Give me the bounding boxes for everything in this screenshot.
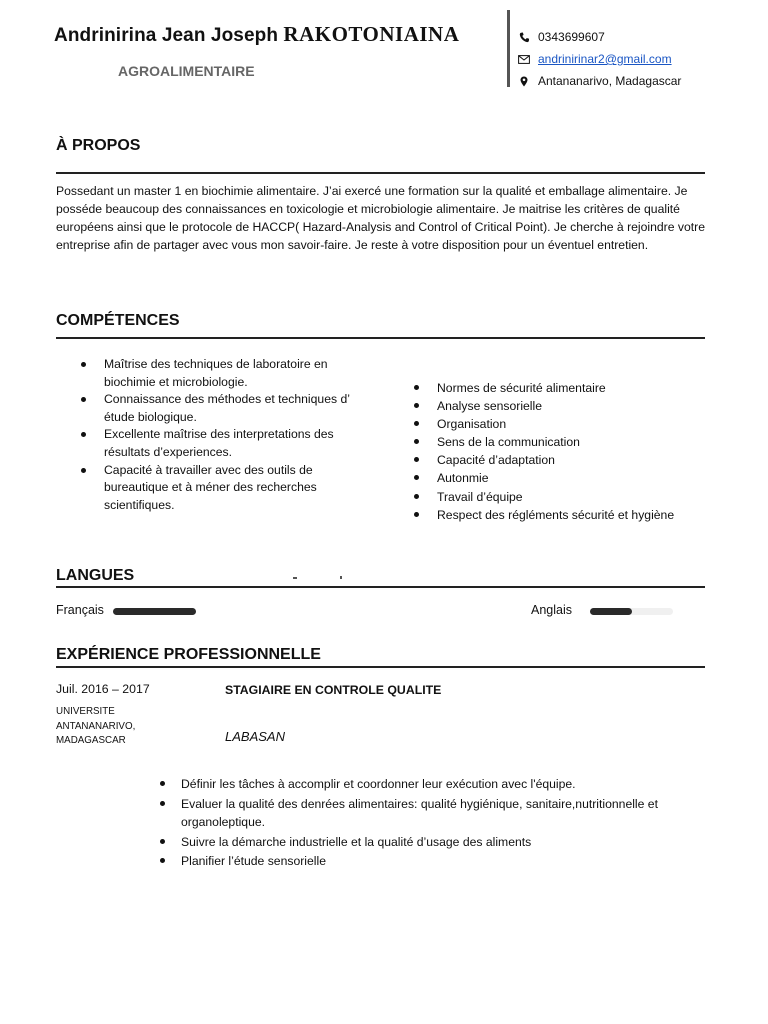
list-item: Travail d’équipe bbox=[437, 488, 727, 506]
section-title-languages: LANGUES bbox=[56, 567, 135, 584]
language-level-fill bbox=[590, 608, 632, 615]
list-item: Normes de sécurité alimentaire bbox=[437, 379, 727, 397]
stray-mark bbox=[293, 577, 297, 579]
list-item: Analyse sensorielle bbox=[437, 397, 727, 415]
list-item: Planifier l’étude sensorielle bbox=[181, 852, 701, 871]
list-item: Suivre la démarche industrielle et la qualité d’usage des aliments bbox=[181, 833, 701, 852]
organization-line: UNIVERSITE bbox=[56, 706, 115, 717]
list-item: Autonmie bbox=[437, 469, 727, 487]
stray-mark bbox=[340, 576, 342, 579]
section-rule-experience bbox=[56, 666, 705, 668]
section-title-about: À PROPOS bbox=[56, 137, 141, 154]
language-name: Anglais bbox=[531, 603, 572, 617]
phone-icon bbox=[517, 31, 531, 43]
section-rule-skills bbox=[56, 337, 705, 339]
skills-list-left bbox=[104, 356, 354, 514]
organization-line: MADAGASCAR bbox=[56, 735, 126, 746]
location-text: Antananarivo, Madagascar bbox=[538, 74, 682, 88]
experience-date: Juil. 2016 – 2017 bbox=[56, 682, 150, 696]
candidate-name bbox=[54, 22, 459, 47]
list-item: Sens de la communication bbox=[437, 433, 727, 451]
list-item: Organisation bbox=[437, 415, 727, 433]
list-item: Capacité d’adaptation bbox=[437, 451, 727, 469]
section-title-skills: COMPÉTENCES bbox=[56, 312, 180, 329]
list-item: Définir les tâches à accomplir et coordonner leur exécution avec l'équipe. bbox=[181, 775, 701, 794]
location-pin-icon bbox=[517, 75, 531, 87]
experience-role: STAGIAIRE EN CONTROLE QUALITE bbox=[225, 683, 442, 697]
list-item: Capacité à travailler avec des outils de bureautique et à méner des recherches scientifiques. bbox=[104, 462, 354, 515]
language-level-fill bbox=[113, 608, 196, 615]
language-level-bar bbox=[113, 608, 196, 615]
section-title-experience: EXPÉRIENCE PROFESSIONNELLE bbox=[56, 646, 321, 663]
experience-company: LABASAN bbox=[225, 729, 285, 744]
section-rule-languages bbox=[56, 586, 705, 588]
contact-phone bbox=[517, 30, 605, 44]
experience-organization bbox=[56, 705, 176, 749]
contact-location bbox=[517, 74, 681, 88]
envelope-icon bbox=[517, 53, 531, 65]
list-item: Evaluer la qualité des denrées alimentaires: qualité hygiénique, sanitaire,nutritionnelle et organoleptique. bbox=[181, 795, 701, 832]
list-item: Maîtrise des techniques de laboratoire en biochimie et microbiologie. bbox=[104, 356, 354, 391]
candidate-first-names: Andrinirina Jean Joseph bbox=[54, 25, 279, 46]
list-item: Connaissance des méthodes et techniques d’ étude biologique. bbox=[104, 391, 354, 426]
list-item: Excellente maîtrise des interpretations des résultats d’experiences. bbox=[104, 426, 354, 461]
experience-tasks bbox=[181, 775, 701, 872]
section-rule-about bbox=[56, 172, 705, 174]
header-divider bbox=[507, 10, 510, 87]
skills-list-right bbox=[437, 379, 727, 524]
contact-email bbox=[517, 52, 672, 66]
language-name: Français bbox=[56, 603, 104, 617]
about-text: Possedant un master 1 en biochimie alimentaire. J’ai exercé une formation sur la qualité et emballage alimentaire. Je posséde beaucoup des connaissances en toxicologie et microbiologie alimentaire. Je maitrise les critères de qualité européens ainsi que le protocole de HACCP( Hazard-Analysis and Control of Critical Point). Je cherche à rejoindre votre entreprise afin de partager avec vous mon savoir-faire. Je reste à votre disposition pour un éventuel entretien. bbox=[56, 184, 705, 252]
email-link[interactable]: andrinirinar2@gmail.com bbox=[538, 52, 672, 66]
candidate-last-name: RAKOTONIAINA bbox=[283, 22, 460, 46]
phone-number: 0343699607 bbox=[538, 30, 605, 44]
job-title: AGROALIMENTAIRE bbox=[118, 63, 255, 79]
organization-line: ANTANANARIVO, bbox=[56, 720, 136, 732]
list-item: Respect des régléments sécurité et hygiène bbox=[437, 506, 727, 524]
language-level-bar bbox=[590, 608, 673, 615]
